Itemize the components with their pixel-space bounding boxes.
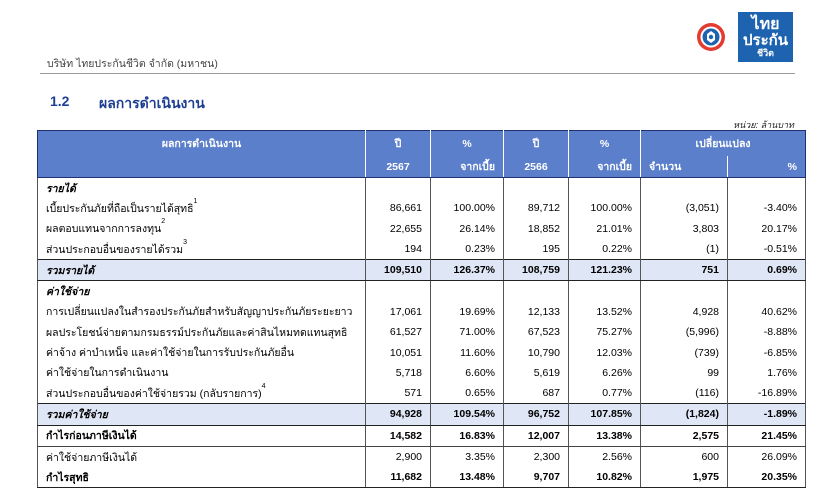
table-row <box>38 239 806 260</box>
row-label-text: ผลตอบแทนจากการลงทุน <box>46 223 162 236</box>
cell-v1: 10,051 <box>366 342 431 362</box>
header-pct-2566: % <box>569 131 641 157</box>
section-number: 1.2 <box>50 93 70 109</box>
cell-v2: 67,523 <box>504 322 569 342</box>
header-change: เปลี่ยนแปลง <box>641 131 806 157</box>
cell-amt: (5,996) <box>641 322 728 342</box>
cell-p2: 10.82% <box>569 467 641 488</box>
row-label <box>38 198 366 218</box>
row-label <box>38 281 366 302</box>
cell-v1: 5,718 <box>366 363 431 383</box>
cell-v2: 5,619 <box>504 363 569 383</box>
cell-v1 <box>366 178 431 199</box>
footnote-marker: 2 <box>161 218 166 226</box>
row-label-text: ค่าจ้าง ค่าบำเหน็จ และค่าใช้จ่ายในการรับประกันภัยอื่น <box>46 347 295 360</box>
performance-table <box>37 130 806 488</box>
cell-v2: 687 <box>504 383 569 404</box>
cell-p1: 0.65% <box>431 383 504 404</box>
row-label-text: รายได้ <box>46 182 76 195</box>
cell-p1: 126.37% <box>431 260 504 281</box>
cell-v1: 86,661 <box>366 198 431 218</box>
cell-chg: 20.35% <box>728 467 806 488</box>
cell-chg: 21.45% <box>728 425 806 446</box>
cell-p1: 6.60% <box>431 363 504 383</box>
row-label <box>38 219 366 239</box>
cell-chg: 40.62% <box>728 302 806 322</box>
logo-line-1: ไทย <box>751 15 780 33</box>
header-divider <box>40 73 795 74</box>
cell-v1: 61,527 <box>366 322 431 342</box>
cell-p1: 109.54% <box>431 404 504 425</box>
row-label-text: ค่าใช้จ่ายภาษีเงินได้ <box>46 451 138 464</box>
cell-v2: 9,707 <box>504 467 569 488</box>
cell-amt: 99 <box>641 363 728 383</box>
total-row <box>38 404 806 425</box>
cell-p1: 0.23% <box>431 239 504 260</box>
cell-v2 <box>504 178 569 199</box>
cell-v2: 108,759 <box>504 260 569 281</box>
row-label-text: ผลประโยชน์จ่ายตามกรมธรรม์ประกันภัยและค่าสินไหมทดแทนสุทธิ <box>46 326 348 339</box>
cell-p2 <box>569 281 641 302</box>
cell-p2 <box>569 178 641 199</box>
row-label-text: เบี้ยประกันภัยที่ถือเป็นรายได้สุทธิ <box>46 202 194 215</box>
cell-v2: 96,752 <box>504 404 569 425</box>
cell-chg: -16.89% <box>728 383 806 404</box>
table-row <box>38 322 806 342</box>
row-label-text: รวมค่าใช้จ่าย <box>46 408 108 421</box>
cell-amt: (739) <box>641 342 728 362</box>
cell-chg: -6.85% <box>728 342 806 362</box>
total-row <box>38 260 806 281</box>
logo-line-2: ประกัน <box>743 31 788 49</box>
cell-v1: 2,900 <box>366 446 431 467</box>
cell-v1: 109,510 <box>366 260 431 281</box>
company-logo <box>738 12 793 62</box>
row-label <box>38 342 366 362</box>
cell-v1: 14,582 <box>366 425 431 446</box>
cell-p1 <box>431 281 504 302</box>
cell-v1: 11,682 <box>366 467 431 488</box>
cell-chg: 20.17% <box>728 219 806 239</box>
row-label-text: ส่วนประกอบอื่นของรายได้รวม <box>46 243 184 256</box>
cell-p2: 21.01% <box>569 219 641 239</box>
cell-v2: 89,712 <box>504 198 569 218</box>
cell-chg: -8.88% <box>728 322 806 342</box>
cell-p2: 100.00% <box>569 198 641 218</box>
cell-v1: 571 <box>366 383 431 404</box>
cell-p1: 11.60% <box>431 342 504 362</box>
cell-p2: 12.03% <box>569 342 641 362</box>
row-label <box>38 363 366 383</box>
cell-p1: 26.14% <box>431 219 504 239</box>
cell-chg: 0.69% <box>728 260 806 281</box>
row-label-text: ส่วนประกอบอื่นของค่าใช้จ่ายรวม (กลับรายการ) <box>46 387 262 400</box>
cell-p2: 107.85% <box>569 404 641 425</box>
cell-p2: 75.27% <box>569 322 641 342</box>
cell-v1: 194 <box>366 239 431 260</box>
cell-p1: 100.00% <box>431 198 504 218</box>
section-title: ผลการดำเนินงาน <box>99 95 205 111</box>
cell-chg <box>728 178 806 199</box>
cell-p2: 13.52% <box>569 302 641 322</box>
cell-v1: 17,061 <box>366 302 431 322</box>
cell-v1: 94,928 <box>366 404 431 425</box>
cell-v2 <box>504 281 569 302</box>
header-pct-sub-1: จากเบี้ย <box>431 156 504 178</box>
cell-v2: 2,300 <box>504 446 569 467</box>
header-year2-value: 2566 <box>504 156 569 178</box>
footnote-marker: 4 <box>261 382 266 390</box>
logo-line-3: ชีวิต <box>756 47 774 58</box>
table-row <box>38 219 806 239</box>
unit-note: หน่วย: ล้านบาท <box>733 120 794 130</box>
cell-p2: 6.26% <box>569 363 641 383</box>
cell-p2: 13.38% <box>569 425 641 446</box>
cell-v2: 18,852 <box>504 219 569 239</box>
header-change-pct: % <box>728 156 806 178</box>
header-year-2566: ปี <box>504 131 569 157</box>
header-pct-2567: % <box>431 131 504 157</box>
cell-amt: 600 <box>641 446 728 467</box>
table-row <box>38 425 806 446</box>
row-label <box>38 425 366 446</box>
cell-chg: -1.89% <box>728 404 806 425</box>
category-row <box>38 281 806 302</box>
row-label-text: ค่าใช้จ่าย <box>46 286 90 299</box>
cell-p2: 121.23% <box>569 260 641 281</box>
row-label-text: กำไรก่อนภาษีเงินได้ <box>46 430 137 443</box>
cell-v2: 12,133 <box>504 302 569 322</box>
table-row <box>38 467 806 488</box>
cell-p2: 2.56% <box>569 446 641 467</box>
cell-amt <box>641 281 728 302</box>
cell-amt <box>641 178 728 199</box>
table-row <box>38 446 806 467</box>
header-year1-value: 2567 <box>366 156 431 178</box>
header-change-amount: จำนวน <box>641 156 728 178</box>
cell-chg: 26.09% <box>728 446 806 467</box>
row-label <box>38 404 366 425</box>
cell-p2: 0.22% <box>569 239 641 260</box>
row-label-text: รวมรายได้ <box>46 264 95 277</box>
cell-chg: -0.51% <box>728 239 806 260</box>
cell-p1: 19.69% <box>431 302 504 322</box>
cell-amt: 3,803 <box>641 219 728 239</box>
cell-chg: -3.40% <box>728 198 806 218</box>
table-body <box>38 178 806 488</box>
cell-v1 <box>366 281 431 302</box>
cell-p2: 0.77% <box>569 383 641 404</box>
company-name: บริษัท ไทยประกันชีวิต จำกัด (มหาชน) <box>47 58 218 70</box>
cell-chg: 1.76% <box>728 363 806 383</box>
row-label <box>38 322 366 342</box>
company-emblem-icon <box>696 22 726 52</box>
cell-amt: 751 <box>641 260 728 281</box>
row-label <box>38 239 366 260</box>
cell-p1: 3.35% <box>431 446 504 467</box>
row-label-text: กำไรสุทธิ <box>46 471 89 484</box>
header-year-2567: ปี <box>366 131 431 157</box>
footnote-marker: 1 <box>193 197 198 205</box>
cell-v2: 12,007 <box>504 425 569 446</box>
footnote-marker: 3 <box>183 238 188 246</box>
header-item-sub <box>38 156 366 178</box>
row-label <box>38 446 366 467</box>
row-label <box>38 260 366 281</box>
cell-p1: 13.48% <box>431 467 504 488</box>
row-label <box>38 178 366 199</box>
cell-v2: 195 <box>504 239 569 260</box>
row-label-text: การเปลี่ยนแปลงในสำรองประกันภัยสำหรับสัญญาประกันภัยระยะยาว <box>46 306 353 319</box>
table-row <box>38 342 806 362</box>
cell-amt: (1,824) <box>641 404 728 425</box>
cell-amt: (3,051) <box>641 198 728 218</box>
cell-p1: 71.00% <box>431 322 504 342</box>
table-row <box>38 198 806 218</box>
cell-amt: (1) <box>641 239 728 260</box>
cell-amt: 4,928 <box>641 302 728 322</box>
cell-v1: 22,655 <box>366 219 431 239</box>
row-label-text: ค่าใช้จ่ายในการดำเนินงาน <box>46 367 169 380</box>
cell-amt: 2,575 <box>641 425 728 446</box>
cell-v2: 10,790 <box>504 342 569 362</box>
cell-chg <box>728 281 806 302</box>
row-label <box>38 383 366 404</box>
cell-p1: 16.83% <box>431 425 504 446</box>
row-label <box>38 302 366 322</box>
table-row <box>38 383 806 404</box>
category-row <box>38 178 806 199</box>
cell-amt: 1,975 <box>641 467 728 488</box>
cell-p1 <box>431 178 504 199</box>
row-label <box>38 467 366 488</box>
table-row <box>38 302 806 322</box>
header-item: ผลการดำเนินงาน <box>38 131 366 157</box>
cell-amt: (116) <box>641 383 728 404</box>
header-pct-sub-2: จากเบี้ย <box>569 156 641 178</box>
table-row <box>38 363 806 383</box>
